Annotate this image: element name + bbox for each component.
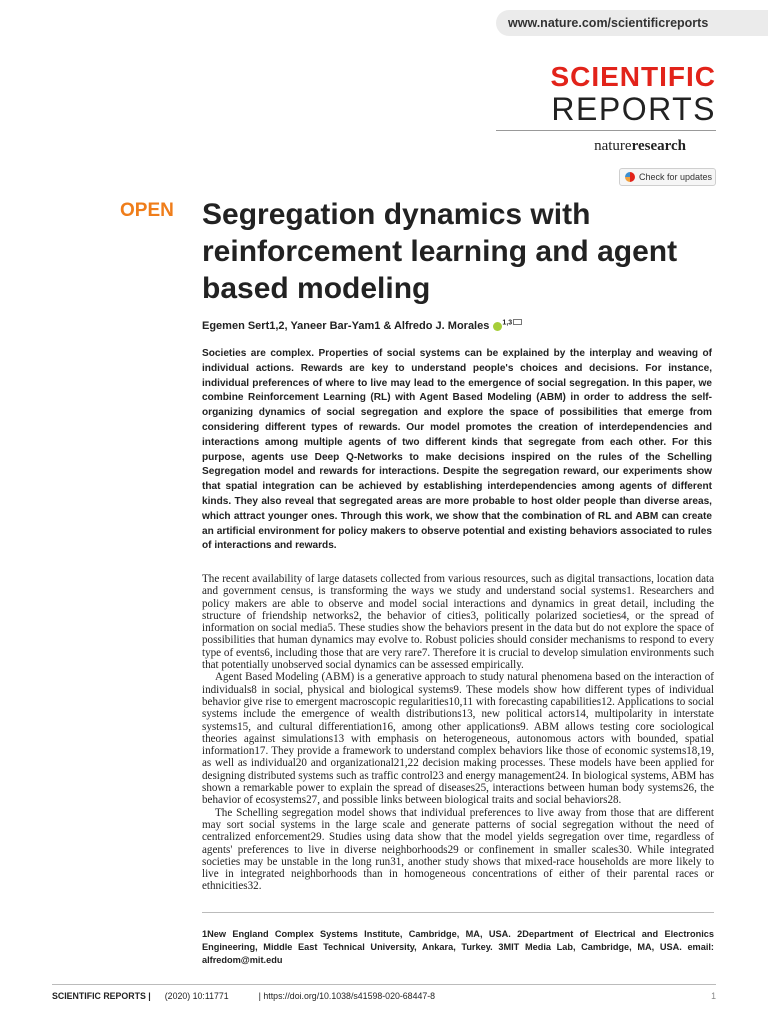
email-icon[interactable]	[513, 319, 522, 325]
article-title: Segregation dynamics with reinforcement learning and agent based modeling	[202, 198, 678, 305]
check-updates-label: Check for updates	[639, 172, 713, 182]
page-footer	[52, 991, 716, 1001]
footer-citation: (2020) 10:11771	[164, 991, 229, 1001]
logo-reports: REPORTS	[551, 91, 716, 127]
body-text	[202, 573, 714, 893]
publisher-prefix: nature	[594, 138, 632, 154]
abstract: Societies are complex. Properties of social systems can be explained by the interplay and weaving of individual actions. Rewards are key to understand people's choices and decisions. For instance, individual preferences of where to live may lead to the emergence of social segregation. In this paper, we combine Reinforcement Learning (RL) with Agent Based Modeling (ABM) in order to address the self-organizing dynamics of social segregation and explore the space of possibilities that emerge from considering different types of rewards. Our model promotes the creation of interdependencies and interactions among multiple agents of two different kinds that segregate from each other. For this purpose, agents use Deep Q-Networks to make decisions inspired on the rules of the Schelling Segregation model and rewards for interactions. Despite the segregation reward, our experiments show that spatial integration can be achieved by establishing interdependencies among agents of different kinds. They also reveal that segregated areas are more probable to host older people than diverse areas, which attract younger ones. Through this work, we show that the combination of RL and ABM can create an artificial environment for policy makers to observe potential and existing behaviors associated to rules of interactions and rewards.	[202, 348, 712, 552]
footer-divider	[52, 984, 716, 985]
check-updates-button[interactable]	[619, 168, 716, 186]
crossmark-icon	[625, 172, 635, 182]
publisher-suffix: research	[631, 138, 686, 154]
logo-rule	[496, 130, 716, 131]
paragraph: The Schelling segregation model shows that individual preferences to live away from those that are different may sort social systems in the large scale and generate patterns of social segregation without the need of centralized enforcement29. Studies using data show that the model yields segregation over time, regardless of agents' preferences to live in diverse neighborhoods29 or confinement in smaller scales30. While integrated societies may be unstable in the long run31, another study shows that mixed-race households are more likely to live in integrated neighborhoods than in homogeneous concentrations of either of their parental races or ethnicities32.	[202, 806, 714, 893]
paragraph: The recent availability of large datasets collected from various resources, such as digital transactions, location data and government census, is transforming the ways we study and understand social systems1. Researchers and policy makers are able to observe and model social interactions and dynamics in great detail, including the structure of friendship networks2, the behavior of cities3, politically polarized societies4, or the spread of information on social media5. These studies show the behaviors present in the data but do not explore the space of possibilities that human dynamics may evolve to. Robust policies should consider mechanisms to respond to every type of events6, including those that are very rare7. Therefore it is crucial to develop simulation environments such that potentially unobserved social dynamics can be assessed empirically.	[202, 573, 714, 672]
author-list	[202, 319, 522, 332]
publisher-logo	[594, 138, 686, 155]
footer-journal: SCIENTIFIC REPORTS |	[52, 991, 151, 1001]
affiliations: 1New England Complex Systems Institute, Cambridge, MA, USA. 2Department of Electrical and Electronics Engineering, Middle East Technical University, Ankara, Turkey. 3MIT Media Lab, Cambridge, MA, USA. email: alfredom@mit.edu	[202, 929, 714, 965]
journal-logo	[496, 62, 716, 131]
logo-scientific: SCIENTIFIC	[550, 61, 716, 92]
page-number: 1	[711, 991, 716, 1001]
author-names: Egemen Sert1,2, Yaneer Bar-Yam1 & Alfredo J. Morales	[202, 320, 490, 332]
corresponding-affiliations: 1,3	[502, 319, 513, 327]
affiliation-divider	[202, 912, 714, 913]
paragraph: Agent Based Modeling (ABM) is a generative approach to study natural phenomena based on the interaction of individuals8 in social, physical and biological systems9. These models show how different types of individual behavior give rise to emergent macroscopic regularities10,11 with forecasting capabilities12. Applications to social systems include the emergence of wealth distributions13, new political actors14, multipolarity in interstate systems15, and cultural differentiation16, among other applications9. ABM allows testing core sociological theories against simulations13 with emphasis on heterogeneous, autonomous actors with bounded, spatial information17. They provide a framework to understand complex behaviors like those of economic systems18,19, as well as individual20 and organizational21,22 decision making processes. These models have been applied for designing distributed systems such as traffic control23 and energy management24. In biological systems, ABM has shown a remarkable power to explain the spread of diseases25, interactions between human body systems26, the behavior of ecosystems27, and possible links between biological traits and social behaviors28.	[202, 671, 714, 807]
open-access-label: OPEN	[120, 200, 174, 221]
journal-url[interactable]: www.nature.com/scientificreports	[496, 10, 768, 36]
footer-doi-link[interactable]: | https://doi.org/10.1038/s41598-020-68447-8	[258, 991, 436, 1001]
